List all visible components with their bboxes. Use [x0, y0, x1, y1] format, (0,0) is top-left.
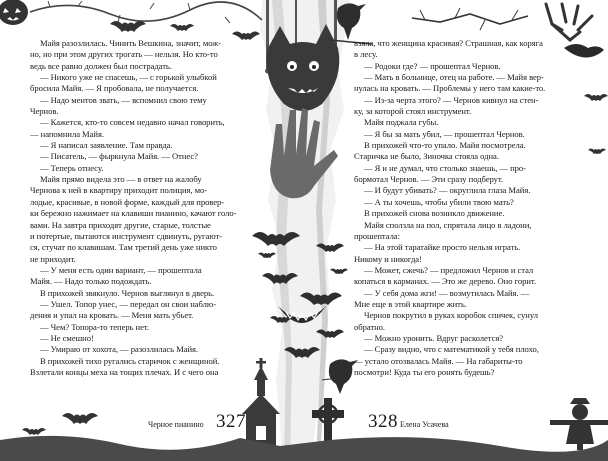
text-line: — Из-за черта этого? — Чернов кивнул на стен-	[364, 94, 539, 105]
text-line: — Может, сжечь? — предложил Чернов и стал	[364, 264, 534, 275]
text-line: ведь все равно должен был пострадать.	[30, 60, 172, 71]
text-line: Взлетали концы меха на тощих плечах. И с чего она	[30, 366, 219, 377]
text-line: Никому и никогда!	[354, 253, 422, 264]
text-line: В прихожей снова возникло движение.	[364, 208, 505, 219]
text-line: и потертые, пытаются инструмент сдвинуть, ругают-	[30, 230, 223, 241]
text-line: — напомнила Майя.	[30, 128, 104, 139]
text-line: дения и упал на кровать. — Меня мать убьет.	[30, 310, 194, 321]
page-number: 327	[216, 411, 246, 432]
text-line: посмотри! Куда ты его ронять будешь?	[354, 366, 495, 377]
text-line: — Надо ментов звать, — вспомнил свою тему	[40, 94, 207, 105]
text-line: — На этой таратайке просто нельзя играть.	[364, 242, 521, 253]
text-line: Чернов покрутил в руках коробок спичек, сунул	[364, 310, 538, 321]
text-line: Чернова к ней в квартиру приходит полиция, мо-	[30, 185, 208, 196]
text-line: Майя разозлилась. Чинить Вешкина, значит, мож-	[40, 38, 221, 48]
text-line: нулась на кровать. — Проблемы у него там какие-то.	[354, 83, 546, 94]
text-line: — У себя дома жги! — возмутилась Майя. —	[364, 287, 530, 298]
text-line: Старичка не было, Зиночка стояла одна.	[354, 151, 499, 162]
text-line: ся, стучат по клавишам. Там третий день уже никто	[30, 242, 217, 253]
running-footer-author: Елена Усачева	[400, 420, 449, 429]
text-line: — И будут убивать? — округлила глаза Майя.	[364, 185, 531, 196]
text-line: — Ушел. Топор унес, — передал он свои наблю-	[40, 298, 217, 309]
text-line: Майя сползла на пол, спрятала лицо в ладони,	[364, 219, 532, 230]
text-line: — Сразу видно, что с математикой у тебя плохо,	[364, 344, 539, 355]
text-line: копаться в карманах. — Это же дерево. Оно горит.	[354, 276, 537, 287]
text-line: — Можно уронить. Вдруг расколется?	[364, 332, 504, 343]
text-line: — Чем? Топора-то теперь нет.	[40, 321, 150, 332]
text-line: — У меня есть один вариант, — прошептала	[40, 264, 202, 275]
text-line: — Я бы за мать убил, — прошептал Чернов.	[364, 128, 525, 139]
right-page-text	[354, 38, 572, 378]
text-line: В прихожей что-то упало. Майя посмотрела.	[364, 140, 526, 151]
text-line: Майя. — Надо только подождать.	[30, 276, 152, 287]
text-line: Майя прямо видела это — в ответ на жалобу	[40, 174, 202, 185]
text-line: но, но при этом других трогать — нельзя. Но кто-то	[30, 49, 218, 60]
text-line: — Не смешно!	[40, 332, 94, 343]
running-footer-title: Черное пианино	[148, 420, 204, 429]
text-line: лодые, красивые, в новой форме, каждый для провер-	[30, 196, 225, 207]
text-line: — Я написал заявление. Там правда.	[40, 140, 173, 151]
text-line: бормотал Чернов. — Эти сразу подберут.	[354, 174, 504, 185]
right-page	[304, 0, 608, 461]
text-line: Майя поджала губы.	[364, 117, 439, 128]
text-line: не приходит.	[30, 253, 76, 264]
text-line: вами. На завтра приходят другие, старые, толстые	[30, 219, 211, 230]
text-line: — Я и не думал, что столько знаешь, — про-	[364, 162, 526, 173]
left-page-text	[30, 38, 248, 378]
text-line: — А ты хочешь, чтобы убили твою мать?	[364, 196, 514, 207]
text-line: — устало отозвалась Майя. — На габариты-то	[354, 355, 523, 366]
text-line: в лесу.	[354, 49, 378, 60]
text-line: бросила Майя. — Я пробовала, не получается.	[30, 83, 199, 94]
page-number: 328	[368, 411, 398, 432]
text-line: прошептала:	[354, 230, 400, 241]
text-line: Чернов.	[30, 106, 59, 117]
text-line: В прихожей тихо ругались старичок с женщиной.	[40, 355, 220, 366]
text-line: — Теперь отнесу.	[40, 162, 104, 173]
text-line: — Мать в больнице, отец на работе. — Майя вер-	[364, 72, 544, 83]
text-line: — Кажется, кто-то совсем недавно начал говорить,	[40, 117, 225, 128]
text-line: Мне еще в этой квартире жить.	[354, 298, 467, 309]
text-line: обратно.	[354, 321, 385, 332]
text-line: взяла, что женщина красивая? Страшная, как коряга	[354, 38, 543, 48]
text-line: — Никого уже не спасешь, — с горькой улыбкой	[40, 72, 217, 83]
text-line: ки бережно нажимает на клавиши пианино, качают голо-	[30, 208, 237, 219]
text-line: — Писатель, — фыркнула Майя. — Отнес?	[40, 151, 198, 162]
text-line: — Умираю от хохота, — разозлилась Майя.	[40, 344, 199, 355]
text-line: ку, за которой стоял инструмент.	[354, 106, 472, 117]
text-line: В прихожей звякнуло. Чернов выглянул в дверь.	[40, 287, 215, 298]
text-line: — Родоки где? — прошептал Чернов.	[364, 60, 501, 71]
